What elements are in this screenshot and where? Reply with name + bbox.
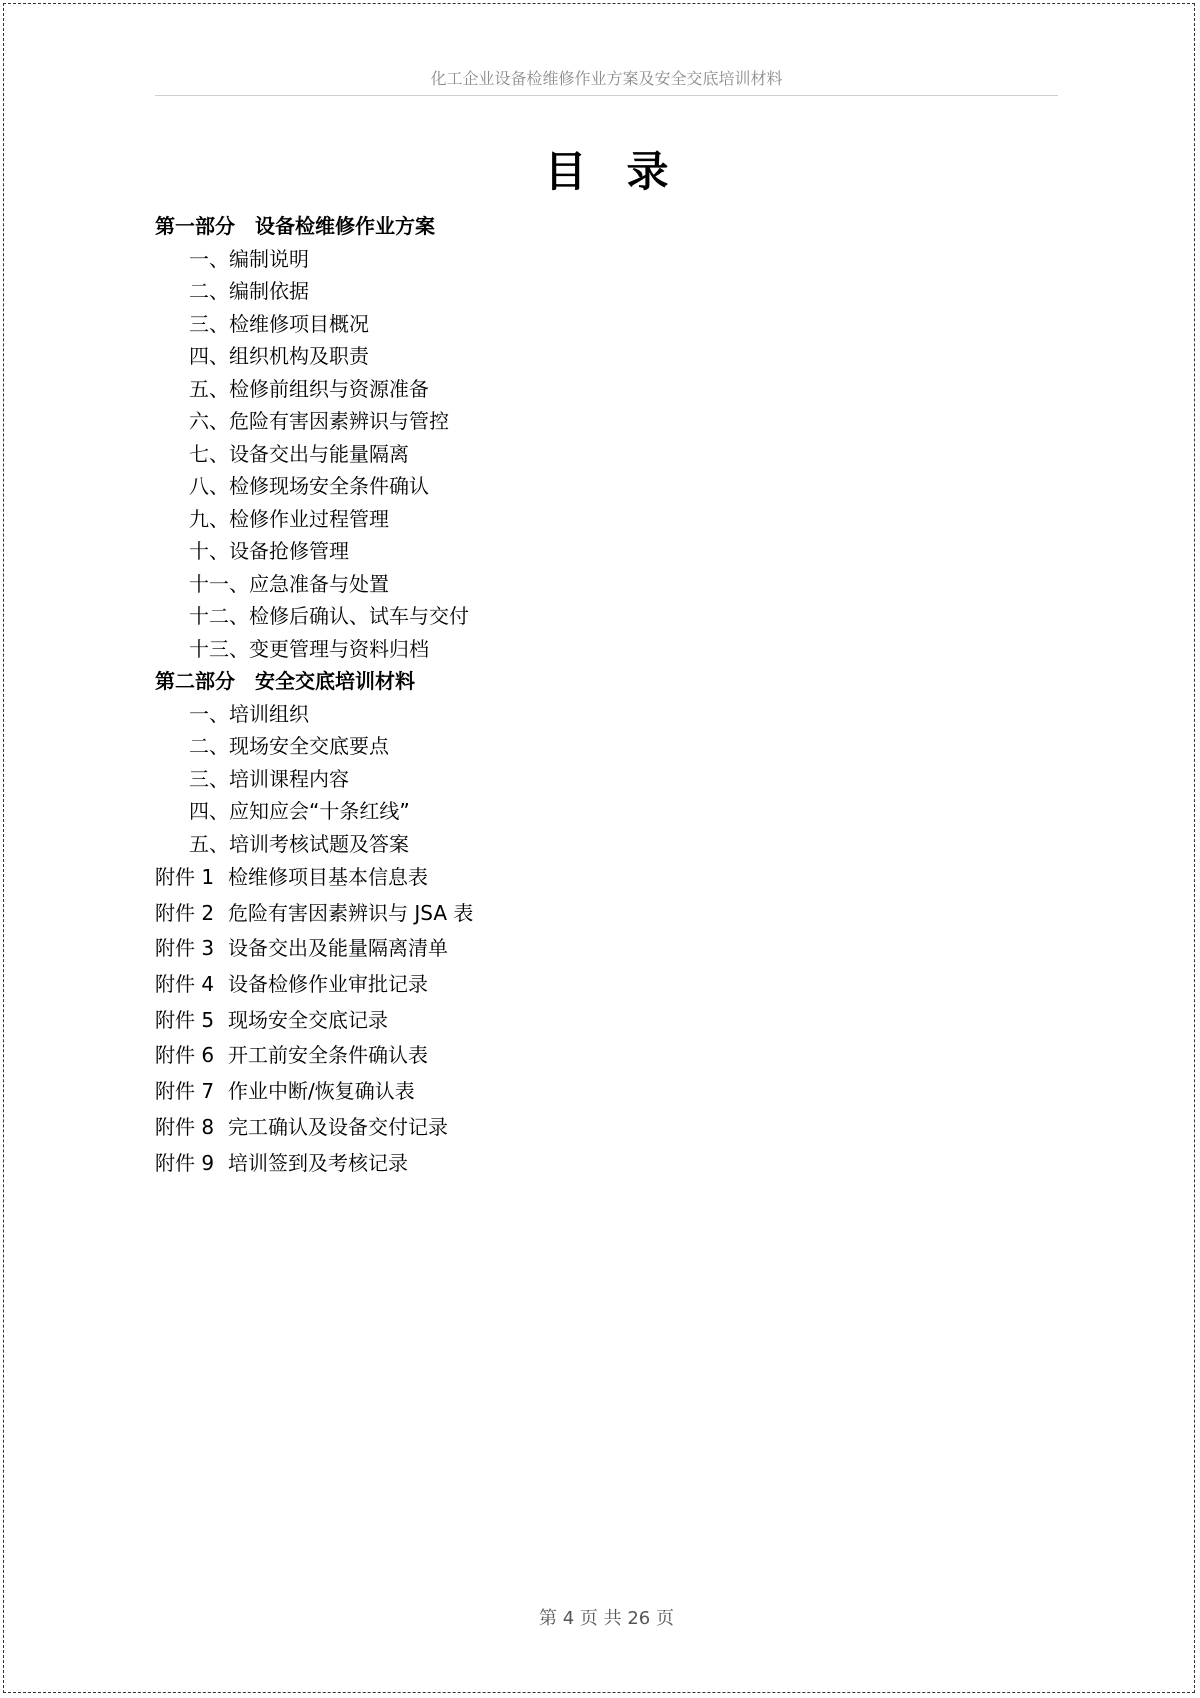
toc-appendix[interactable] [155, 1074, 1058, 1110]
appendix-title: 设备检修作业审批记录 [228, 972, 428, 997]
appendix-title: 现场安全交底记录 [228, 1007, 388, 1032]
page-number-footer: 第 4 页 共 26 页 [539, 1608, 674, 1629]
appendix-title: 开工前安全条件确认表 [228, 1043, 428, 1068]
appendix-label: 附件 6 [155, 1043, 215, 1068]
appendix-label: 附件 1 [155, 865, 215, 889]
appendix-label: 附件 8 [155, 1114, 215, 1139]
toc-item[interactable]: 六、危险有害因素辨识与管控 [189, 409, 449, 433]
toc-item[interactable]: 三、培训课程内容 [189, 766, 349, 791]
appendix-label: 附件 5 [155, 1007, 215, 1032]
toc-item[interactable]: 三、检维修项目概况 [189, 311, 369, 336]
toc-item[interactable]: 十一、应急准备与处置 [189, 571, 389, 596]
toc-appendix[interactable] [155, 1003, 1058, 1039]
toc-title: 目录 [544, 147, 709, 196]
appendix-title: 检维修项目基本信息表 [228, 865, 428, 889]
appendix-label: 附件 7 [155, 1079, 215, 1104]
toc-item[interactable]: 十三、变更管理与资料归档 [189, 636, 429, 661]
toc-item[interactable]: 四、组织机构及职责 [189, 344, 369, 368]
appendix-label: 附件 2 [155, 900, 215, 925]
toc-item[interactable]: 九、检修作业过程管理 [189, 506, 389, 531]
table-of-contents [155, 210, 1058, 1181]
toc-item[interactable]: 八、检修现场安全条件确认 [189, 474, 429, 498]
toc-appendix[interactable] [155, 1038, 1058, 1074]
toc-item[interactable]: 四、应知应会“十条红线” [189, 799, 410, 823]
toc-item[interactable]: 一、培训组织 [189, 701, 309, 726]
appendix-label: 附件 9 [155, 1150, 215, 1175]
appendix-label: 附件 4 [155, 972, 215, 997]
toc-appendix[interactable] [155, 1146, 1058, 1182]
toc-item[interactable]: 十、设备抢修管理 [189, 539, 349, 563]
toc-item[interactable]: 七、设备交出与能量隔离 [189, 441, 409, 466]
toc-item[interactable]: 二、现场安全交底要点 [189, 734, 389, 758]
toc-part-2-title[interactable]: 第二部分 安全交底培训材料 [155, 669, 415, 693]
appendix-label: 附件 3 [155, 936, 215, 961]
toc-appendix[interactable] [155, 860, 1058, 896]
toc-appendix[interactable] [155, 967, 1058, 1003]
toc-appendix[interactable] [155, 896, 1058, 932]
header-rule [155, 95, 1058, 96]
toc-item[interactable]: 一、编制说明 [189, 246, 309, 271]
appendix-title: 危险有害因素辨识与 JSA 表 [228, 900, 474, 925]
toc-appendix[interactable] [155, 931, 1058, 967]
appendix-title: 培训签到及考核记录 [228, 1150, 408, 1175]
toc-part-1-title[interactable]: 第一部分 设备检维修作业方案 [155, 214, 435, 238]
appendix-title: 设备交出及能量隔离清单 [228, 936, 448, 961]
toc-item[interactable]: 二、编制依据 [189, 279, 309, 303]
appendix-title: 作业中断/恢复确认表 [228, 1079, 415, 1104]
toc-item[interactable]: 十二、检修后确认、试车与交付 [189, 604, 469, 628]
running-header: 化工企业设备检维修作业方案及安全交底培训材料 [430, 69, 783, 88]
appendix-title: 完工确认及设备交付记录 [228, 1114, 448, 1139]
toc-appendix[interactable] [155, 1110, 1058, 1146]
toc-item[interactable]: 五、培训考核试题及答案 [189, 831, 409, 856]
toc-item[interactable]: 五、检修前组织与资源准备 [189, 376, 429, 401]
